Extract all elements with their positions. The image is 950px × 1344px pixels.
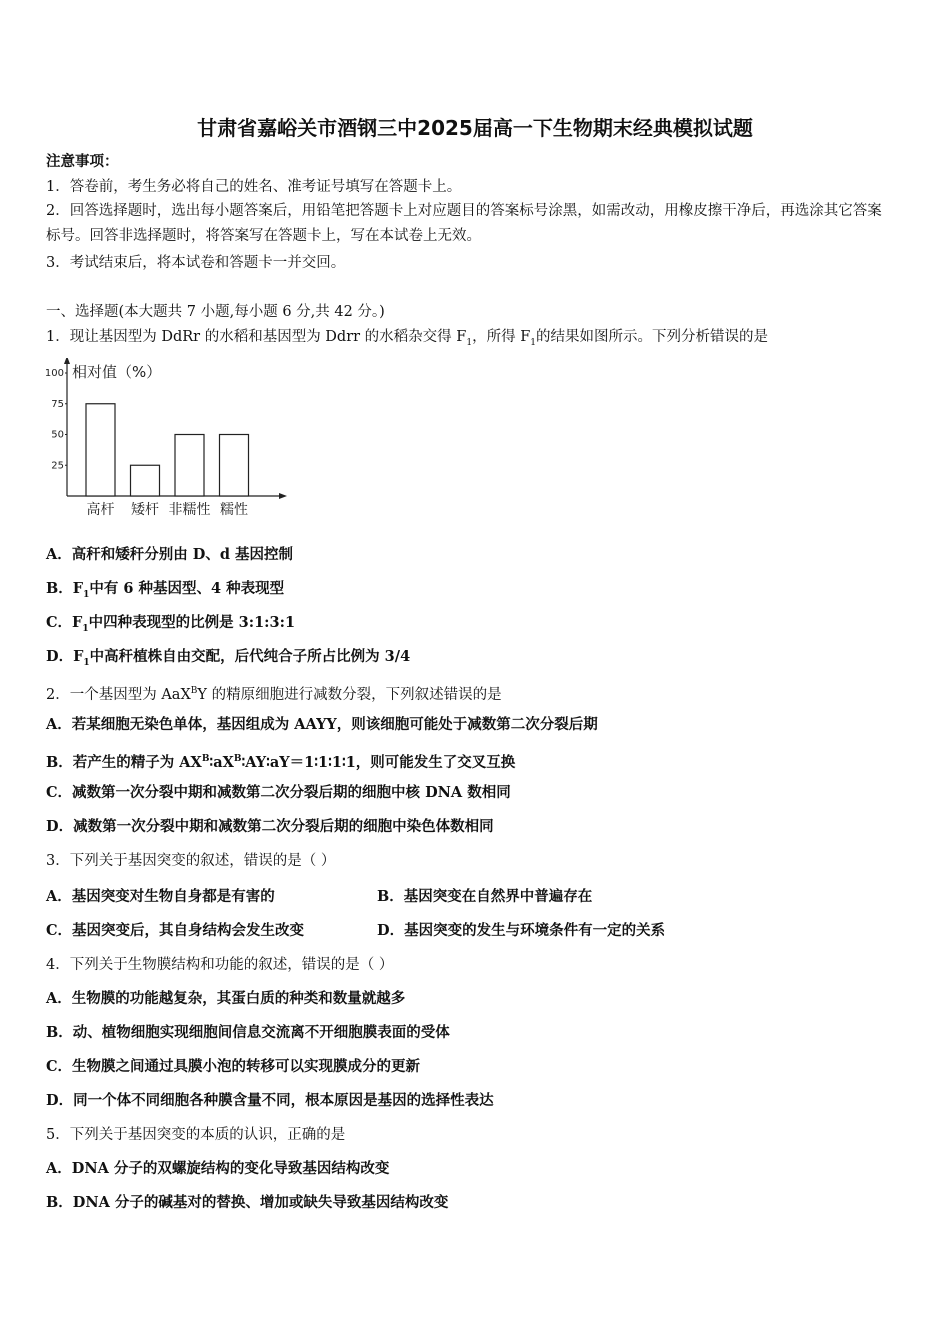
q4-option-c: C．生物膜之间通过具膜小泡的转移可以实现膜成分的更新 — [46, 1058, 421, 1075]
q3-option-b: B．基因突变在自然界中普遍存在 — [377, 888, 593, 905]
x-category-label: 非糯性 — [168, 502, 211, 518]
notice-heading: 注意事项： — [46, 153, 119, 170]
q2-option-d: D．减数第一次分裂中期和减数第二次分裂后期的细胞中染色体数相同 — [46, 818, 494, 835]
q3-option-d: D．基因突变的发生与环境条件有一定的关系 — [377, 922, 666, 939]
q3-stem: 3．下列关于基因突变的叙述，错误的是（ ） — [46, 853, 336, 869]
x-category-label: 矮杆 — [131, 502, 159, 518]
q2-option-a: A．若某细胞无染色单体，基因组成为 AAYY，则该细胞可能处于减数第二次分裂后期 — [46, 716, 598, 733]
q4-option-d: D．同一个体不同细胞各种膜含量不同，根本原因是基因的选择性表达 — [46, 1092, 494, 1109]
q5-option-a: A．DNA 分子的双螺旋结构的变化导致基因结构改变 — [46, 1160, 390, 1177]
bar-4 — [220, 435, 249, 497]
q1-option-b: B．$F_1$中有 6 种基因型、4 种表现型 — [46, 580, 285, 600]
notice-item-2: 2．回答选择题时，选出每小题答案后，用铅笔把答题卡上对应题目的答案标号涂黑，如需改动，用橡皮擦干净后，再选涂其它答案标号。回答非选择题时，将答案写在答题卡上，写在本试卷上无效。 — [46, 203, 882, 244]
y-tick-label: 100 — [44, 368, 64, 379]
q3-option-a: A．基因突变对生物自身都是有害的 — [46, 888, 275, 905]
q4-stem: 4．下列关于生物膜结构和功能的叙述，错误的是（ ） — [46, 957, 394, 973]
q4-option-b: B．动、植物细胞实现细胞间信息交流离不开细胞膜表面的受体 — [46, 1024, 450, 1041]
bar-3 — [175, 435, 204, 497]
x-category-label: 糯性 — [220, 502, 248, 518]
y-axis-arrow — [64, 358, 70, 364]
bar-1 — [86, 404, 115, 496]
q5-stem: 5．下列关于基因突变的本质的认识，正确的是 — [46, 1127, 346, 1143]
q5-option-b: B．DNA 分子的碱基对的替换、增加或缺失导致基因结构改变 — [46, 1194, 449, 1211]
x-axis-arrow — [279, 493, 287, 499]
bar-2 — [131, 465, 160, 496]
x-category-label: 高杆 — [86, 502, 115, 518]
q1-option-d: D．$F_1$中高秆植株自由交配，后代纯合子所占比例为 3/4 — [46, 648, 411, 668]
q2-option-b: B．若产生的精子为 $AX^B∶aX^B∶AY∶aY=1∶1∶1∶1$，则可能发生了交叉互换 — [46, 753, 516, 771]
q4-option-a: A．生物膜的功能越复杂，其蛋白质的种类和数量就越多 — [46, 990, 406, 1007]
q2-option-c: C．减数第一次分裂中期和减数第二次分裂后期的细胞中核 DNA 数相同 — [46, 784, 511, 801]
section-heading: 一、选择题(本大题共 7 小题,每小题 6 分,共 42 分。) — [46, 304, 385, 320]
page-title: 甘肃省嘉峪关市酒钢三中2025届高一下生物期末经典模拟试题 — [197, 116, 753, 140]
q1-option-c: C．$F_1$中四种表现型的比例是 3:1:3:1 — [46, 614, 296, 634]
q2-stem: 2．一个基因型为 AaX$^B$Y 的精原细胞进行减数分裂，下列叙述错误的是 — [46, 686, 502, 703]
q1-option-a: A．高秆和矮秆分别由 D、d 基因控制 — [46, 546, 294, 563]
q1-bar-chart — [42, 358, 292, 523]
q1-stem: 1．现让基因型为 DdRr 的水稻和基因型为 Ddrr 的水稻杂交得 $F_1$，所得 $F_1$的结果如图所示。下列分析错误的是 — [46, 329, 768, 348]
y-axis-label: 相对值（%） — [72, 363, 162, 381]
y-tick-label: 50 — [51, 429, 64, 441]
y-tick-label: 25 — [51, 460, 64, 472]
notice-item-3: 3．考试结束后，将本试卷和答题卡一并交回。 — [46, 255, 346, 271]
y-tick-label: 75 — [51, 398, 64, 410]
q3-option-c: C．基因突变后，其自身结构会发生改变 — [46, 922, 305, 939]
notice-item-1: 1．答卷前，考生务必将自己的姓名、准考证号填写在答题卡上。 — [46, 179, 462, 195]
